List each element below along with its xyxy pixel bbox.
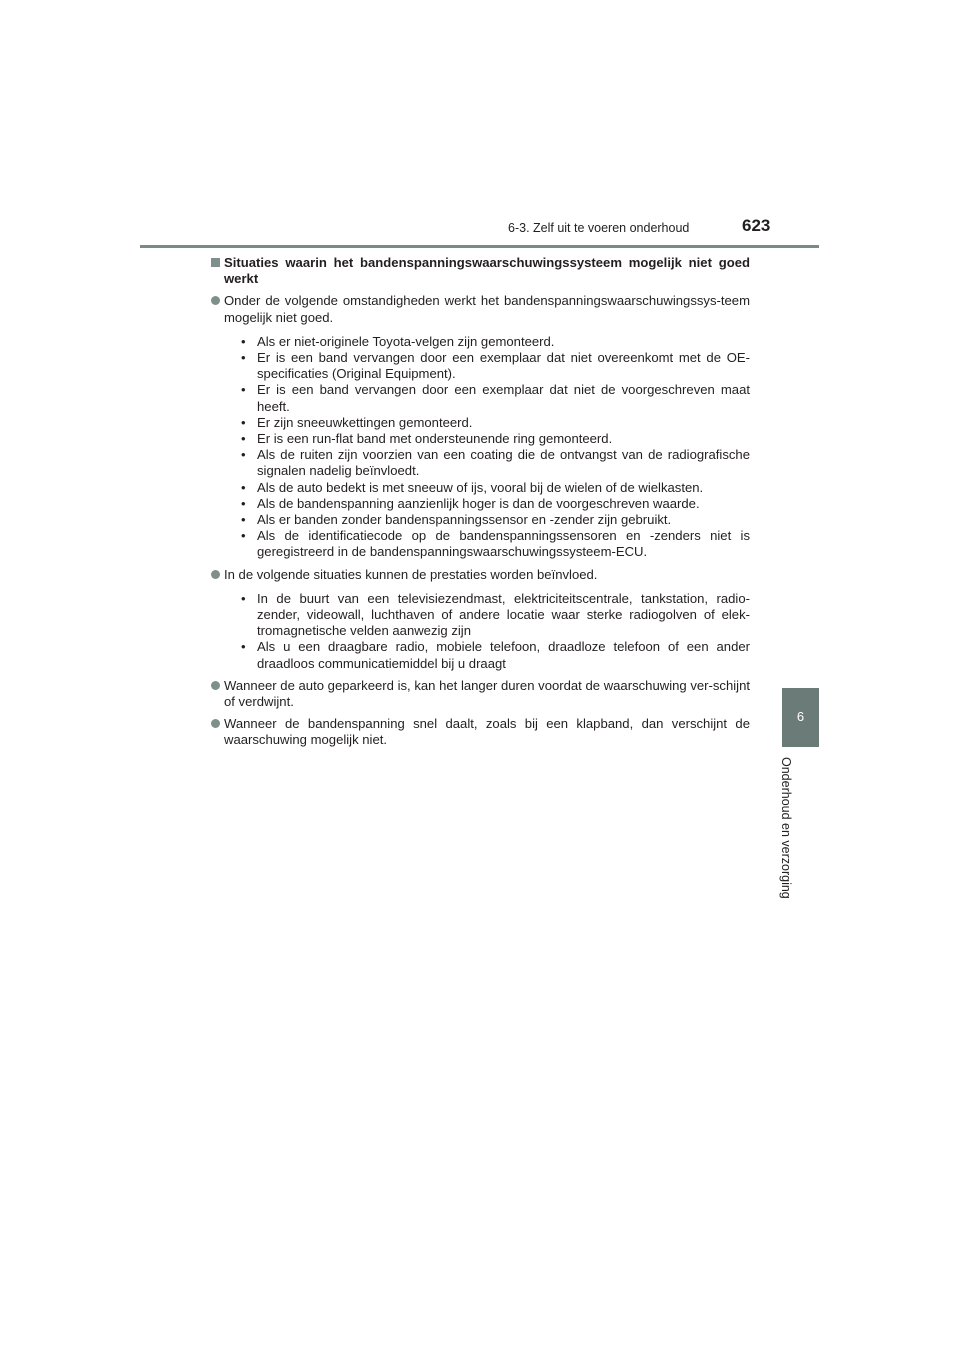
chapter-title: Onderhoud en verzorging [779, 757, 793, 899]
chapter-number: 6 [796, 709, 805, 724]
section-heading-text: Situaties waarin het bandenspanningswaarschuwingssysteem mogelijk niet goed werkt [224, 255, 750, 287]
bullet-text: Er is een run-flat band met ondersteunende ring gemonteerd. [257, 431, 613, 447]
point-item [210, 567, 750, 672]
bullet-list [224, 591, 750, 672]
chapter-tab [782, 688, 819, 747]
bullet-dot-icon: • [241, 350, 246, 366]
bullet-text: Als er niet-originele Toyota-velgen zijn gemonteerd. [257, 333, 555, 349]
bullet-dot-icon: • [241, 447, 246, 463]
bullet-text: In de buurt van een televisiezendmast, elektriciteitscentrale, tankstation, radio-zender, videowall, luchthaven of andere locatie waar sterke radiogolven of elek-tromagnetische velden aanwezig zijn [257, 590, 750, 639]
bullet-dot-icon: • [241, 512, 246, 528]
bullet-text: Als de bandenspanning aanzienlijk hoger is dan de voorgeschreven waarde. [257, 495, 700, 511]
bullet-text: Er zijn sneeuwkettingen gemonteerd. [257, 414, 473, 430]
bullet-dot-icon: • [241, 639, 246, 655]
bullet-item [224, 591, 750, 640]
bullet-item [224, 512, 750, 528]
point-item [210, 716, 750, 748]
bullet-list [224, 334, 750, 561]
bullet-dot-icon: • [241, 528, 246, 544]
circle-bullet-icon [211, 570, 220, 579]
circle-bullet-icon [211, 719, 220, 728]
square-bullet-icon [211, 258, 220, 267]
bullet-item [224, 415, 750, 431]
bullet-item [224, 447, 750, 479]
bullet-item [224, 431, 750, 447]
bullet-item [224, 350, 750, 382]
bullet-text: Als de ruiten zijn voorzien van een coating die de ontvangst van de radiografische signalen nadelig beïnvloedt. [257, 447, 750, 479]
section-heading [210, 255, 750, 287]
points-list [210, 293, 750, 748]
bullet-dot-icon: • [241, 414, 246, 430]
point-text: In de volgende situaties kunnen de prestaties worden beïnvloed. [224, 566, 598, 582]
page-number: 623 [742, 216, 771, 235]
point-text: Onder de volgende omstandigheden werkt het bandenspanningswaarschuwingssys-teem mogelijk niet goed. [224, 293, 750, 325]
bullet-item [224, 382, 750, 414]
bullet-text: Als de identificatiecode op de bandenspanningssensoren en -zenders niet is geregistreerd in de bandenspanningswaarschuwingssysteem-ECU. [257, 528, 750, 560]
bullet-text: Als er banden zonder bandenspanningssensor en -zender zijn gebruikt. [257, 512, 672, 528]
bullet-dot-icon: • [241, 590, 246, 606]
bullet-dot-icon: • [241, 495, 246, 511]
bullet-item [224, 528, 750, 560]
header-divider [140, 245, 819, 248]
point-text: Wanneer de bandenspanning snel daalt, zoals bij een klapband, dan verschijnt de waarschuwing mogelijk niet. [224, 716, 750, 748]
chapter-label-wrap [779, 757, 810, 907]
bullet-text: Als de auto bedekt is met sneeuw of ijs, vooral bij de wielen of de wielkasten. [257, 479, 704, 495]
bullet-item [224, 639, 750, 671]
circle-bullet-icon [211, 296, 220, 305]
point-item [210, 678, 750, 710]
point-text: Wanneer de auto geparkeerd is, kan het langer duren voordat de waarschuwing ver-schijnt of verdwijnt. [224, 677, 750, 710]
bullet-dot-icon: • [241, 382, 246, 398]
point-item [210, 293, 750, 560]
bullet-text: Er is een band vervangen door een exemplaar dat niet overeenkomt met de OE-specificaties (Original Equipment). [257, 350, 750, 382]
circle-bullet-icon [211, 681, 220, 690]
bullet-item [224, 334, 750, 350]
header-section-title: 6-3. Zelf uit te voeren onderhoud [508, 221, 690, 235]
bullet-text: Er is een band vervangen door een exemplaar dat niet de voorgeschreven maat heeft. [257, 382, 750, 414]
bullet-item [224, 496, 750, 512]
main-content [210, 255, 750, 749]
bullet-dot-icon: • [241, 479, 246, 495]
bullet-item [224, 480, 750, 496]
bullet-text: Als u een draagbare radio, mobiele telefoon, draadloze telefoon of een ander draadloos communicatiemiddel bij u draagt [257, 639, 750, 671]
bullet-dot-icon: • [241, 431, 246, 447]
bullet-dot-icon: • [241, 333, 246, 349]
